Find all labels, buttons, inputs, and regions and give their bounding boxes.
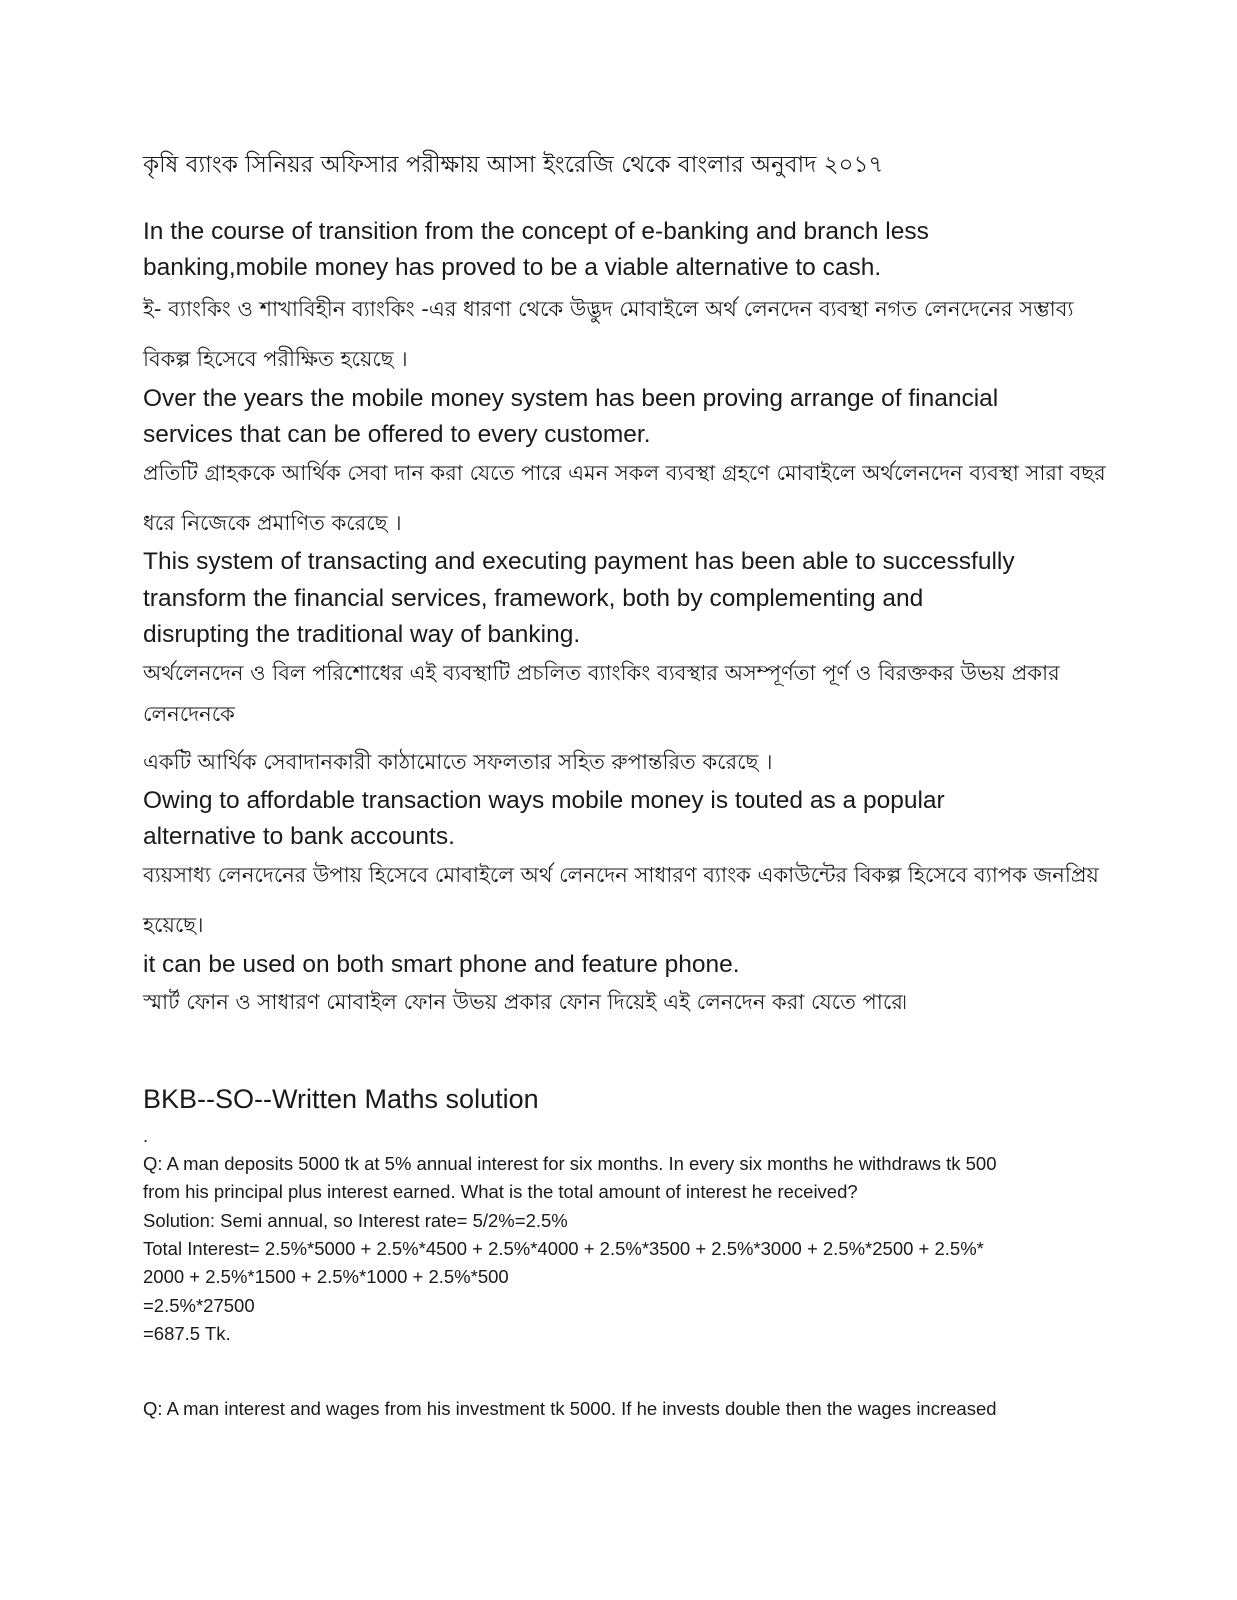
- bangla-translation: ব্যয়সাধ্য লেনদেনের উপায় হিসেবে মোবাইলে অর্থ লেনদেন সাধারণ ব্যাংক একাউন্টের বিকল্প হিসেবে ব্যাপক জনপ্রিয়: [143, 863, 1099, 887]
- bangla-translation: ধরে নিজেকে প্রমাণিত করেছে ।: [143, 511, 402, 535]
- solution-answer: =687.5 Tk.: [143, 1323, 231, 1344]
- english-sentence: services that can be offered to every customer.: [143, 421, 651, 448]
- english-sentence: disrupting the traditional way of banking.: [143, 621, 581, 648]
- page-title: কৃষি ব্যাংক সিনিয়র অফিসার পরীক্ষায় আসা ইংরেজি থেকে বাংলার অনুবাদ ২০১৭: [143, 152, 884, 178]
- bangla-translation: হয়েছে।: [143, 913, 204, 937]
- bangla-translation: স্মার্ট ফোন ও সাধারণ মোবাইল ফোন উভয় প্রকার ফোন দিয়েই এই লেনদেন করা যেতে পারে৷: [143, 990, 907, 1014]
- english-sentence: banking,mobile money has proved to be a viable alternative to cash.: [143, 254, 882, 281]
- english-sentence: it can be used on both smart phone and feature phone.: [143, 951, 740, 978]
- bangla-translation: বিকল্প হিসেবে পরীক্ষিত হয়েছে ।: [143, 347, 408, 371]
- solution-text: Solution: Semi annual, so Interest rate= 5/2%=2.5%: [143, 1210, 568, 1231]
- bangla-translation: লেনদেনকে: [143, 702, 235, 726]
- question-text: Q: A man deposits 5000 tk at 5% annual interest for six months. In every six months he withdraws tk 500: [143, 1153, 997, 1174]
- english-sentence: Over the years the mobile money system has been proving arrange of financial: [143, 385, 999, 412]
- english-sentence: In the course of transition from the concept of e-banking and branch less: [143, 218, 929, 245]
- english-sentence: transform the financial services, framework, both by complementing and: [143, 585, 924, 612]
- separator-dot: .: [143, 1125, 149, 1146]
- bangla-translation: অর্থলেনদেন ও বিল পরিশোধের এই ব্যবস্থাটি প্রচলিত ব্যাংকিং ব্যবস্থার অসম্পূর্ণতা পূর্ণ ও বিরক্তকর উভয় প্রকার: [143, 661, 1060, 685]
- solution-work: 2000 + 2.5%*1500 + 2.5%*1000 + 2.5%*500: [143, 1266, 509, 1287]
- english-sentence: Owing to affordable transaction ways mobile money is touted as a popular: [143, 787, 945, 814]
- english-sentence: This system of transacting and executing payment has been able to successfully: [143, 548, 1015, 575]
- solution-work: Total Interest= 2.5%*5000 + 2.5%*4500 + 2.5%*4000 + 2.5%*3500 + 2.5%*3000 + 2.5%*2500 + 2.5%*: [143, 1238, 984, 1259]
- bangla-translation: একটি আর্থিক সেবাদানকারী কাঠামোতে সফলতার সহিত রুপান্তরিত করেছে ।: [143, 750, 773, 774]
- maths-heading: BKB--SO--Written Maths solution: [143, 1084, 539, 1114]
- bangla-translation: প্রতিটি গ্রাহককে আর্থিক সেবা দান করা যেতে পারে এমন সকল ব্যবস্থা গ্রহণে মোবাইলে অর্থলেনদেন ব্যবস্থা সারা বছর: [143, 461, 1106, 485]
- english-sentence: alternative to bank accounts.: [143, 823, 455, 850]
- question-text: Q: A man interest and wages from his investment tk 5000. If he invests double then the wages increased: [143, 1398, 997, 1419]
- question-text: from his principal plus interest earned. What is the total amount of interest he received?: [143, 1181, 858, 1202]
- bangla-translation: ই- ব্যাংকিং ও শাখাবিহীন ব্যাংকিং -এর ধারণা থেকে উদ্ভুদ মোবাইলে অর্থ লেনদেন ব্যবস্থা নগত লেনদেনের সম্ভাব্য: [143, 297, 1074, 321]
- solution-work: =2.5%*27500: [143, 1295, 255, 1316]
